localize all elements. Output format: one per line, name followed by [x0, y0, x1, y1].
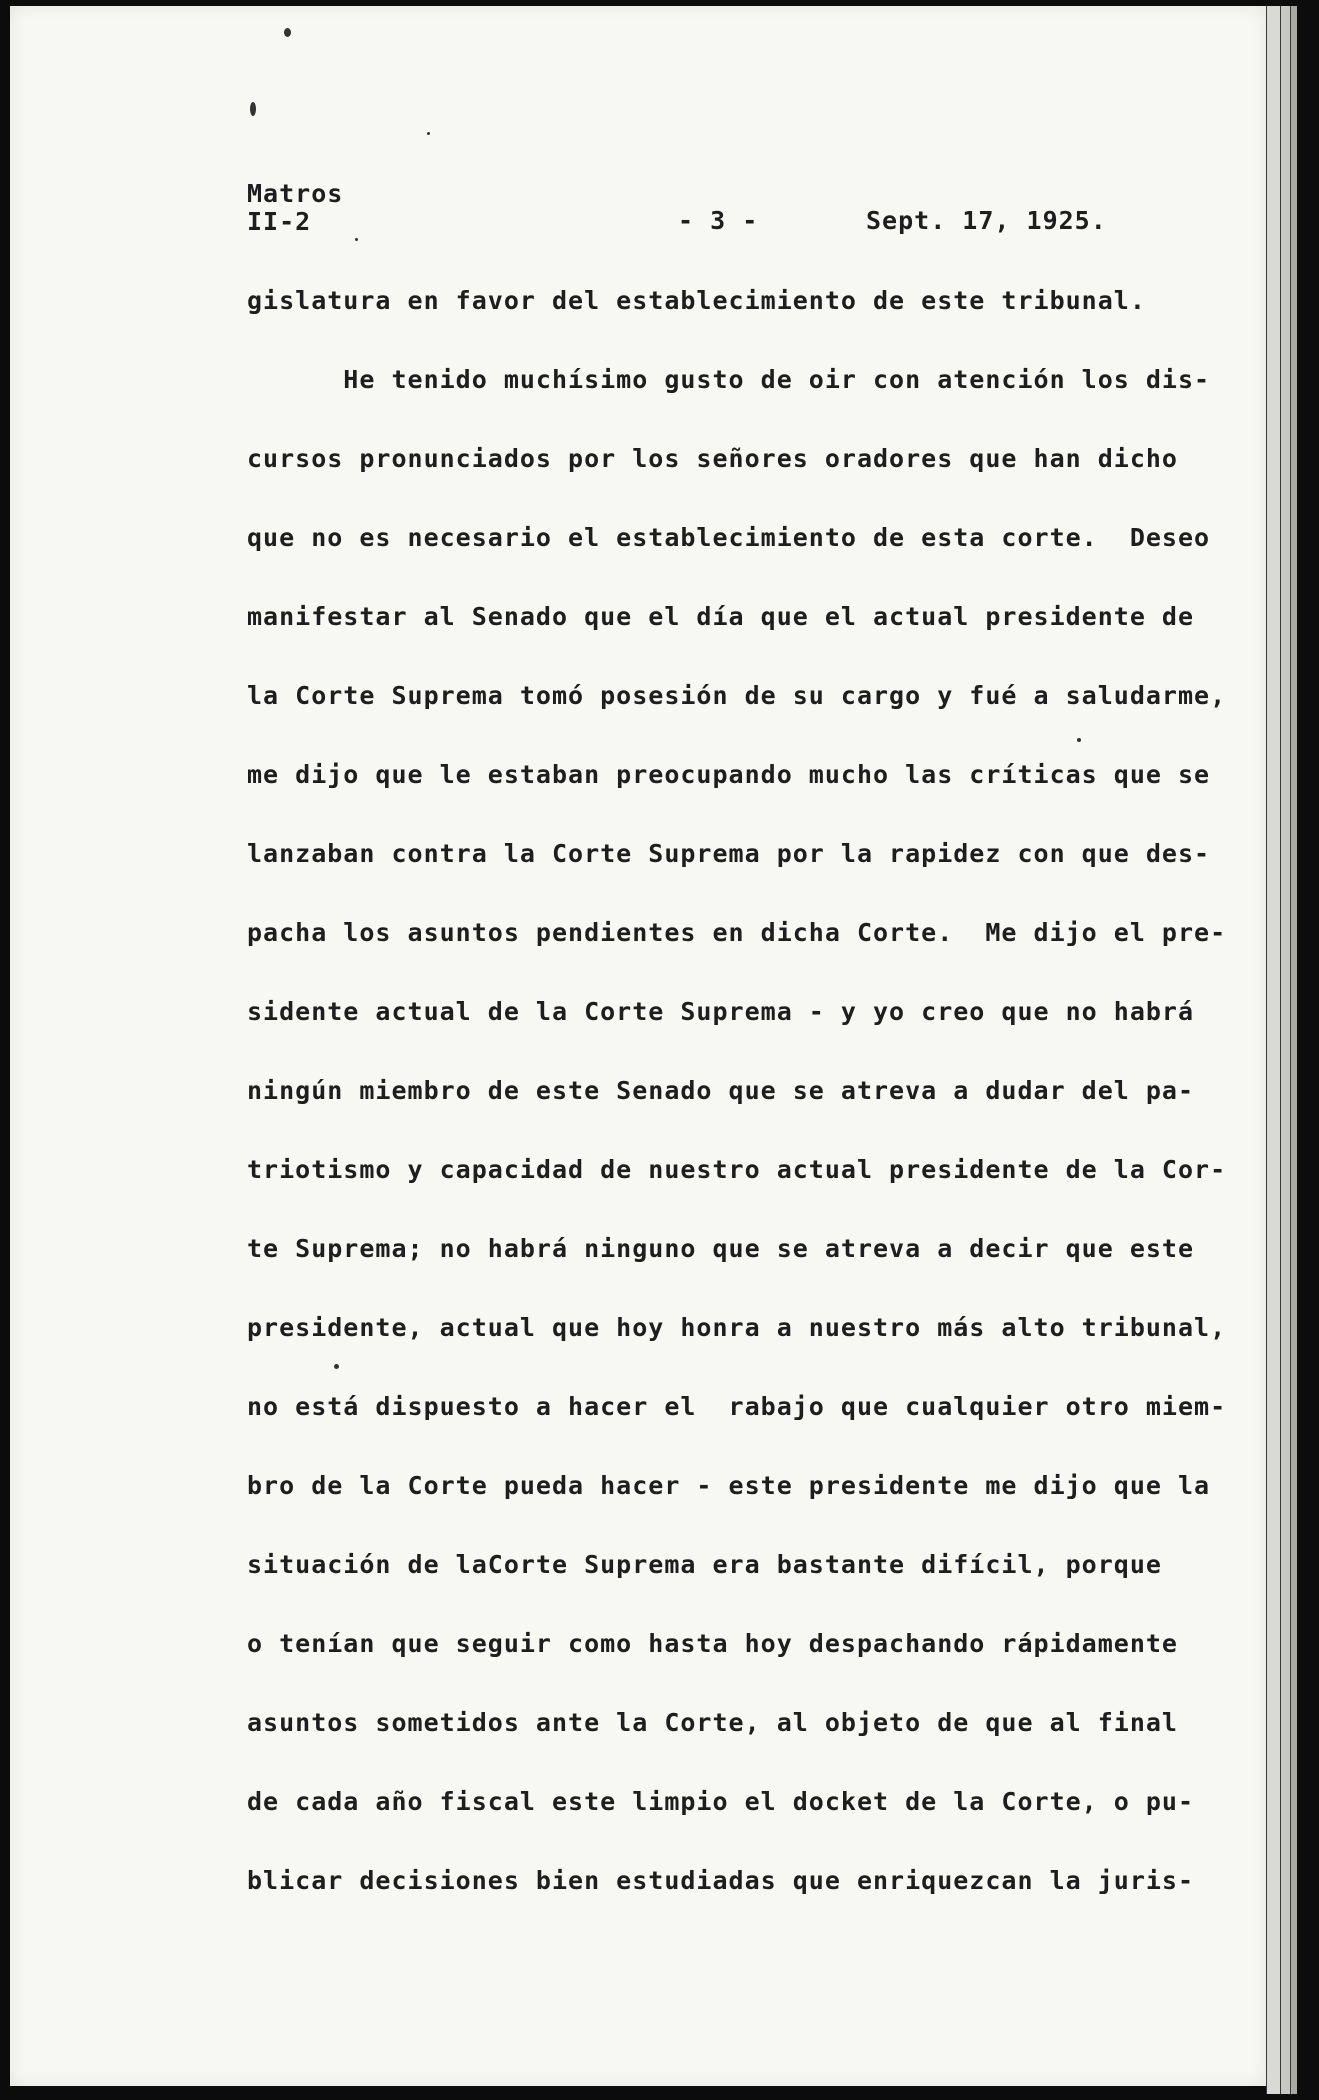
text-line: cursos pronunciados por los señores oradores que han dicho [247, 444, 1178, 473]
text-line: me dijo que le estaban preocupando mucho las críticas que se [247, 760, 1211, 789]
ink-speck [427, 132, 430, 135]
text-line: bro de la Corte pueda hacer - este presidente me dijo que la [247, 1471, 1211, 1500]
text-line: He tenido muchísimo gusto de oir con atención los dis- [247, 365, 1211, 394]
page-stack-edge [1266, 6, 1281, 2094]
text-line: presidente, actual que hoy honra a nuestro más alto tribunal, [247, 1313, 1227, 1342]
document-date: Sept. 17, 1925. [866, 206, 1107, 235]
text-line: situación de laCorte Suprema era bastante difícil, porque [247, 1550, 1162, 1579]
page-number: - 3 - [678, 206, 759, 235]
text-line: blicar decisiones bien estudiadas que enriquezcan la juris- [247, 1866, 1195, 1895]
text-line: gislatura en favor del establecimiento de este tribunal. [247, 286, 1146, 315]
text-line: no está dispuesto a hacer el rabajo que cualquier otro miem- [247, 1392, 1227, 1421]
text-line: o tenían que seguir como hasta hoy despachando rápidamente [247, 1629, 1178, 1658]
text-line: te Suprema; no habrá ninguno que se atreva a decir que este [247, 1234, 1195, 1263]
text-line: manifestar al Senado que el día que el actual presidente de [247, 602, 1195, 631]
header-name: Matros [247, 179, 344, 208]
text-line: lanzaban contra la Corte Suprema por la rapidez con que des- [247, 839, 1211, 868]
text-line: triotismo y capacidad de nuestro actual presidente de la Cor- [247, 1155, 1227, 1184]
text-line: la Corte Suprema tomó posesión de su cargo y fué a saludarme, [247, 681, 1227, 710]
ink-speck [355, 238, 358, 241]
header-ref: II-2 [247, 207, 312, 236]
body-text [247, 281, 1227, 1940]
text-line: asuntos sometidos ante la Corte, al objeto de que al final [247, 1708, 1178, 1737]
ink-speck [284, 28, 291, 37]
text-line: pacha los asuntos pendientes en dicha Corte. Me dijo el pre- [247, 918, 1227, 947]
text-line: ningún miembro de este Senado que se atreva a dudar del pa- [247, 1076, 1195, 1105]
page-stack-edge [1290, 6, 1297, 2094]
document-header-left [247, 180, 343, 236]
typewritten-page [10, 6, 1266, 2086]
ink-speck [250, 102, 256, 116]
text-line: que no es necesario el establecimiento de esta corte. Deseo [247, 523, 1211, 552]
text-line: sidente actual de la Corte Suprema - y yo creo que no habrá [247, 997, 1195, 1026]
text-line: de cada año fiscal este limpio el docket de la Corte, o pu- [247, 1787, 1195, 1816]
